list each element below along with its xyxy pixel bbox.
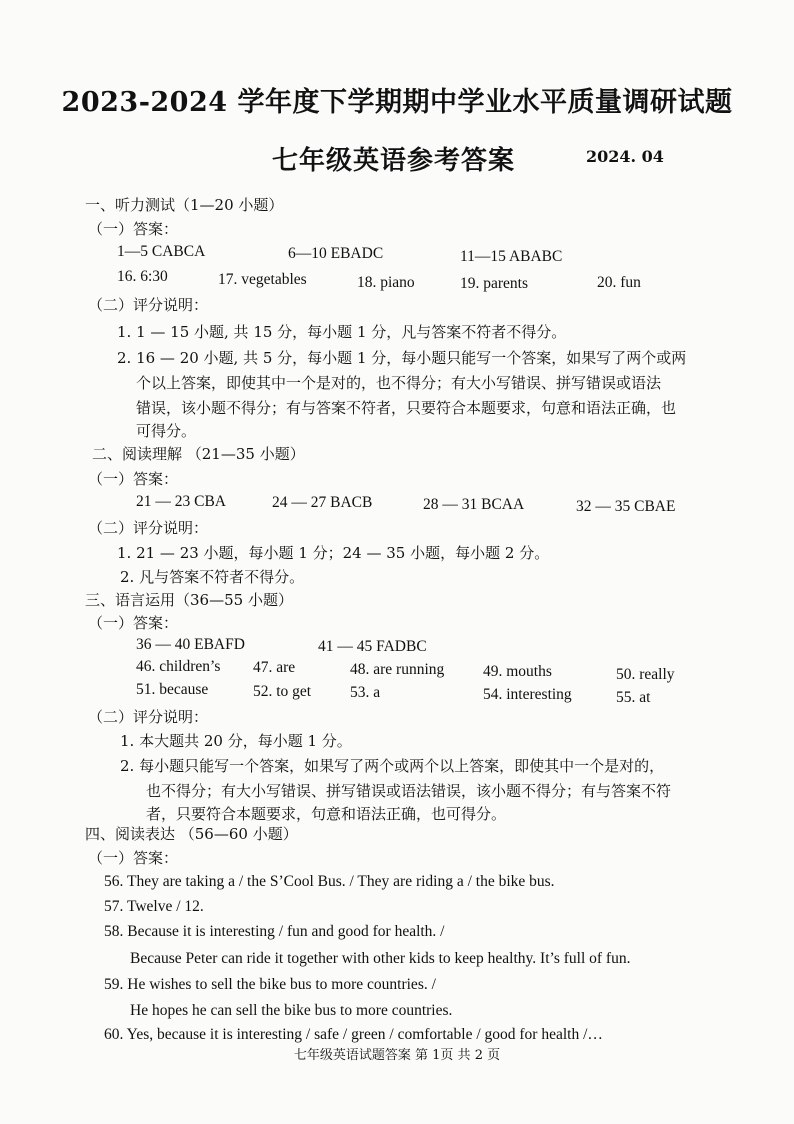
answer-50: 50. really xyxy=(616,666,675,683)
answer-60: 60. Yes, because it is interesting / safe / green / comfortable / good for health /… xyxy=(104,1026,603,1043)
section-3-scoring-label: （二）评分说明： xyxy=(88,708,209,726)
answer-1-5: 1—5 CABCA xyxy=(117,243,206,260)
answer-59-line-1: 59. He wishes to sell the bike bus to more countries. / xyxy=(104,976,436,993)
answer-47: 47. are xyxy=(253,659,296,676)
section-1-heading: 一、听力测试（1—20 小题） xyxy=(85,196,284,214)
section-3-rule-2-line-2: 也不得分；有大小写错误、拼写错误或语法错误，该小题不得分；有与答案不符 xyxy=(146,782,672,800)
section-2-rule-1: 1. 21 — 23 小题，每小题 1 分；24 — 35 小题，每小题 2 分。 xyxy=(117,544,550,562)
page-title: 2023-2024 学年度下学期期中学业水平质量调研试题 xyxy=(61,87,733,118)
section-1-rule-2-line-1: 2. 16 — 20 小题, 共 5 分，每小题 1 分，每小题只能写一个答案，如果写了两个或两 xyxy=(117,349,687,367)
exam-date: 2024. 04 xyxy=(586,147,664,166)
answer-55: 55. at xyxy=(616,689,651,706)
section-3-rule-2-line-3: 者，只要符合本题要求，句意和语法正确，也可得分。 xyxy=(146,805,507,823)
answer-54: 54. interesting xyxy=(483,686,572,703)
answer-20: 20. fun xyxy=(597,274,641,291)
answer-41-45: 41 — 45 FADBC xyxy=(318,638,427,655)
section-4-heading: 四、阅读表达 （56—60 小题） xyxy=(85,825,298,843)
page-subtitle: 七年级英语参考答案 xyxy=(272,146,516,176)
answer-57: 57. Twelve / 12. xyxy=(104,898,204,915)
section-3-rule-1: 1. 本大题共 20 分，每小题 1 分。 xyxy=(120,732,352,750)
section-2-rule-2: 2. 凡与答案不符者不得分。 xyxy=(120,568,305,586)
answer-6-10: 6—10 EBADC xyxy=(288,245,384,262)
answer-52: 52. to get xyxy=(253,683,312,700)
section-1-rule-2-line-3: 错误，该小题不得分；有与答案不符者，只要符合本题要求，句意和语法正确，也 xyxy=(136,399,677,417)
answer-56: 56. They are taking a / the S’Cool Bus. / They are riding a / the bike bus. xyxy=(104,873,555,890)
answer-49: 49. mouths xyxy=(483,663,552,680)
answer-51: 51. because xyxy=(136,681,209,698)
section-2-heading: 二、阅读理解 （21—35 小题） xyxy=(92,445,305,463)
page-footer: 七年级英语试题答案 第 1页 共 2 页 xyxy=(293,1048,501,1063)
section-1-rule-2-line-4: 可得分。 xyxy=(136,422,197,440)
section-1-scoring-label: （二）评分说明： xyxy=(88,296,209,314)
section-1-rule-2-line-2: 个以上答案，即使其中一个是对的，也不得分；有大小写错误、拼写错误或语法 xyxy=(136,374,662,392)
answer-59-line-2: He hopes he can sell the bike bus to more countries. xyxy=(130,1002,453,1019)
answer-17: 17. vegetables xyxy=(218,271,307,288)
answer-24-27: 24 — 27 BACB xyxy=(272,494,373,511)
answer-18: 18. piano xyxy=(357,274,415,291)
answer-36-40: 36 — 40 EBAFD xyxy=(136,636,245,653)
section-3-heading: 三、语言运用（36—55 小题） xyxy=(85,591,293,609)
answer-46: 46. children’s xyxy=(136,658,221,675)
section-3-rule-2-line-1: 2. 每小题只能写一个答案，如果写了两个或两个以上答案，即使其中一个是对的， xyxy=(120,757,665,775)
answer-28-31: 28 — 31 BCAA xyxy=(423,496,525,513)
answer-58-line-2: Because Peter can ride it together with other kids to keep healthy. It’s full of fun. xyxy=(130,950,631,967)
answer-48: 48. are running xyxy=(350,661,445,678)
section-1-answers-label: （一）答案： xyxy=(88,220,179,238)
answer-21-23: 21 — 23 CBA xyxy=(136,493,226,510)
section-2-scoring-label: （二）评分说明： xyxy=(88,519,209,537)
answer-53: 53. a xyxy=(350,684,381,701)
section-3-answers-label: （一）答案： xyxy=(88,614,179,632)
answer-32-35: 32 — 35 CBAE xyxy=(576,498,676,515)
answer-58-line-1: 58. Because it is interesting / fun and good for health. / xyxy=(104,923,445,940)
answer-19: 19. parents xyxy=(460,275,529,292)
answer-11-15: 11—15 ABABC xyxy=(460,248,563,265)
section-2-answers-label: （一）答案： xyxy=(88,470,179,488)
section-4-answers-label: （一）答案： xyxy=(88,849,179,867)
section-1-rule-1: 1. 1 — 15 小题, 共 15 分，每小题 1 分，凡与答案不符者不得分。 xyxy=(117,323,567,341)
answer-16: 16. 6:30 xyxy=(117,268,168,285)
